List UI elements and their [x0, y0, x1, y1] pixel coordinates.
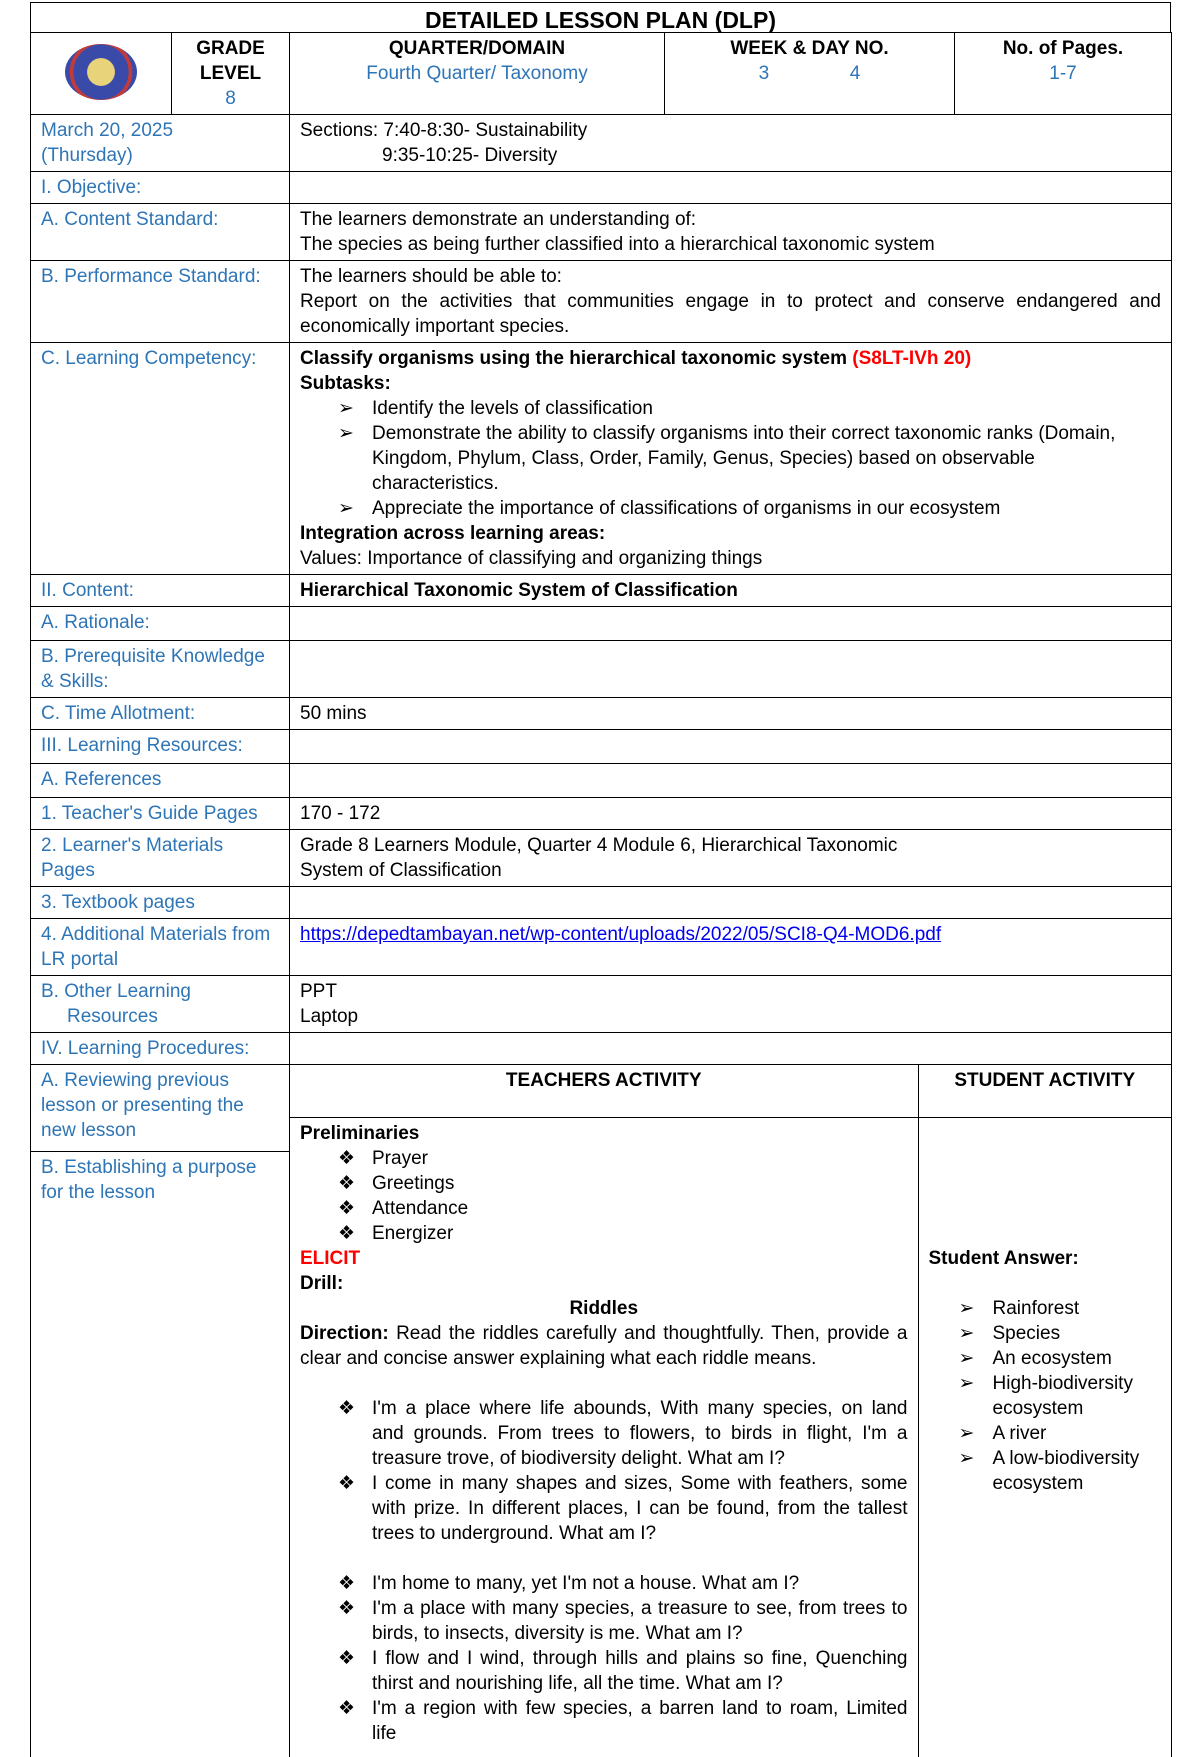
teachers-activity-header: TEACHERS ACTIVITY — [290, 1065, 918, 1117]
direction-text — [300, 1321, 908, 1371]
other-resource-laptop: Laptop — [300, 1004, 1161, 1029]
prelim-item: ❖ Attendance — [338, 1196, 908, 1221]
grade-value: 8 — [182, 86, 279, 111]
subtasks-list — [300, 396, 1161, 521]
learning-resources-label: III. Learning Resources: — [31, 730, 290, 764]
student-answer-label: Student Answer: — [929, 1246, 1162, 1271]
riddle-item: ❖ I come in many shapes and sizes, Some with feathers, some with prize. In different places, I can be found, from the tallest trees to underground. What am I? — [338, 1471, 908, 1546]
riddles-title: Riddles — [300, 1296, 908, 1321]
student-answer: ➢ A low-biodiversity ecosystem — [959, 1446, 1162, 1496]
deped-seal-logo — [65, 44, 137, 100]
activity-table — [290, 1065, 1171, 1757]
procedures-label: IV. Learning Procedures: — [31, 1033, 290, 1065]
student-answers-list — [929, 1296, 1162, 1496]
content-standard-text-2: The species as being further classified into a hierarchical taxonomic system — [300, 232, 1161, 257]
student-activity-header: STUDENT ACTIVITY — [918, 1065, 1171, 1117]
performance-standard-value — [290, 261, 1172, 343]
day-value: 4 — [850, 63, 861, 84]
learning-competency-label: C. Learning Competency: — [31, 343, 290, 575]
preliminaries-list — [300, 1146, 908, 1246]
riddle-item: ❖ I'm a place with many species, a treasure to see, from trees to birds, to insects, diversity is me. What am I? — [338, 1596, 908, 1646]
content-label: II. Content: — [31, 575, 290, 607]
learning-competency-value — [290, 343, 1172, 575]
integration-label: Integration across learning areas: — [300, 521, 1161, 546]
learners-materials-text: Grade 8 Learners Module, Quarter 4 Module 6, Hierarchical Taxonomic System of Classification — [300, 833, 940, 883]
grade-level-cell — [172, 33, 290, 115]
prerequisite-label: B. Prerequisite Knowledge & Skills: — [31, 641, 290, 698]
performance-text-2: Report on the activities that communities engage in to protect and conserve endangered and economically important species. — [300, 289, 1161, 339]
grade-label: GRADE — [182, 36, 279, 61]
performance-standard-label: B. Performance Standard: — [31, 261, 290, 343]
additional-materials-label: 4. Additional Materials from LR portal — [31, 919, 290, 976]
quarter-cell — [290, 33, 665, 115]
student-answer: ➢ High-biodiversity ecosystem — [959, 1371, 1162, 1421]
learning-resources-value — [290, 730, 1172, 764]
student-answer: ➢ An ecosystem — [959, 1346, 1162, 1371]
section-schedule-1: Sections: 7:40-8:30- Sustainability — [300, 118, 1161, 143]
other-resource-ppt: PPT — [300, 979, 1161, 1004]
rationale-value — [290, 607, 1172, 641]
content-standard-value — [290, 204, 1172, 261]
textbook-label: 3. Textbook pages — [31, 887, 290, 919]
teachers-guide-label: 1. Teacher's Guide Pages — [31, 798, 290, 830]
time-allotment-value: 50 mins — [290, 698, 1172, 730]
learners-materials-value — [290, 830, 1172, 887]
establishing-label: B. Establishing a purpose for the lesson — [31, 1152, 289, 1208]
activity-cell — [290, 1065, 1172, 1757]
learners-materials-label: 2. Learner's Materials Pages — [31, 830, 290, 887]
elicit-label: ELICIT — [300, 1246, 908, 1271]
teachers-activity-body — [290, 1117, 918, 1757]
teachers-guide-value: 170 - 172 — [290, 798, 1172, 830]
rationale-label: A. Rationale: — [31, 607, 290, 641]
objective-value — [290, 172, 1172, 204]
week-day-cell — [665, 33, 955, 115]
performance-text-1: The learners should be able to: — [300, 264, 1161, 289]
direction-body: Read the riddles carefully and thoughtfully. Then, provide a clear and concise answer explaining what each riddle means. — [300, 1323, 908, 1369]
riddle-item: ❖ I'm a region with few species, a barren land to roam, Limited life — [338, 1696, 908, 1746]
student-answer: ➢ Rainforest — [959, 1296, 1162, 1321]
other-resources-value — [290, 976, 1172, 1033]
procedures-value — [290, 1033, 1172, 1065]
student-answer: ➢ Species — [959, 1321, 1162, 1346]
riddle-item: ❖ I'm a place where life abounds, With many species, on land and grounds. From trees to flowers, to birds in flight, I'm a treasure trove, of biodiversity delight. What am I? — [338, 1396, 908, 1471]
day-text: (Thursday) — [41, 143, 279, 168]
week-value: 3 — [759, 63, 770, 84]
competency-code: (S8LT-IVh 20) — [852, 348, 971, 369]
integration-value: Values: Importance of classifying and organizing things — [300, 546, 1161, 571]
prelim-item: ❖ Energizer — [338, 1221, 908, 1246]
level-label: LEVEL — [182, 61, 279, 86]
content-standard-label: A. Content Standard: — [31, 204, 290, 261]
date-text: March 20, 2025 — [41, 118, 279, 143]
pages-label: No. of Pages. — [965, 36, 1161, 61]
riddle-item: ❖ I'm home to many, yet I'm not a house. What am I? — [338, 1571, 908, 1596]
drill-label: Drill: — [300, 1271, 908, 1296]
prelim-item: ❖ Greetings — [338, 1171, 908, 1196]
additional-materials-value — [290, 919, 1172, 976]
pages-value: 1-7 — [965, 61, 1161, 86]
student-activity-body — [918, 1117, 1171, 1757]
prelim-item: ❖ Prayer — [338, 1146, 908, 1171]
prerequisite-value — [290, 641, 1172, 698]
quarter-label: QUARTER/DOMAIN — [300, 36, 654, 61]
subtask-item: ➢ Appreciate the importance of classifications of organisms in our ecosystem — [338, 496, 1161, 521]
subtask-item: ➢ Identify the levels of classification — [338, 396, 1161, 421]
content-standard-text-1: The learners demonstrate an understanding of: — [300, 207, 1161, 232]
riddle-item: ❖ I flow and I wind, through hills and plains so fine, Quenching thirst and nourishing life, all the time. What am I? — [338, 1646, 908, 1696]
preliminaries-label: Preliminaries — [300, 1121, 908, 1146]
riddles-list-b — [300, 1571, 908, 1746]
references-value — [290, 764, 1172, 798]
content-value: Hierarchical Taxonomic System of Classification — [290, 575, 1172, 607]
sections-cell — [290, 115, 1172, 172]
riddles-list-a — [300, 1396, 908, 1546]
other-resources-label-2: Resources — [41, 1004, 279, 1029]
subtasks-label: Subtasks: — [300, 371, 1161, 396]
date-cell — [31, 115, 290, 172]
reviewing-label: A. Reviewing previous lesson or presenting the new lesson — [31, 1065, 289, 1152]
direction-label: Direction: — [300, 1323, 389, 1344]
objective-label: I. Objective: — [31, 172, 290, 204]
student-answer: ➢ A river — [959, 1421, 1162, 1446]
section-schedule-2: 9:35-10:25- Diversity — [300, 143, 1161, 168]
pages-cell — [955, 33, 1172, 115]
quarter-value: Fourth Quarter/ Taxonomy — [300, 61, 654, 86]
week-day-label: WEEK & DAY NO. — [675, 36, 944, 61]
lr-portal-link[interactable]: https://depedtambayan.net/wp-content/uploads/2022/05/SCI8-Q4-MOD6.pdf — [300, 924, 941, 945]
procedure-labels-cell — [31, 1065, 290, 1757]
other-resources-label — [31, 976, 290, 1033]
logo-cell — [31, 33, 172, 115]
textbook-value — [290, 887, 1172, 919]
references-label: A. References — [31, 764, 290, 798]
other-resources-label-1: B. Other Learning — [41, 979, 279, 1004]
document-title: DETAILED LESSON PLAN (DLP) — [30, 2, 1171, 32]
time-allotment-label: C. Time Allotment: — [31, 698, 290, 730]
lesson-plan-table — [30, 32, 1172, 1757]
competency-text: Classify organisms using the hierarchical taxonomic system — [300, 348, 852, 369]
subtask-item: ➢ Demonstrate the ability to classify organisms into their correct taxonomic ranks (Domain, Kingdom, Phylum, Class, Order, Family, Genus, Species) based on observable characteristics. — [338, 421, 1161, 496]
